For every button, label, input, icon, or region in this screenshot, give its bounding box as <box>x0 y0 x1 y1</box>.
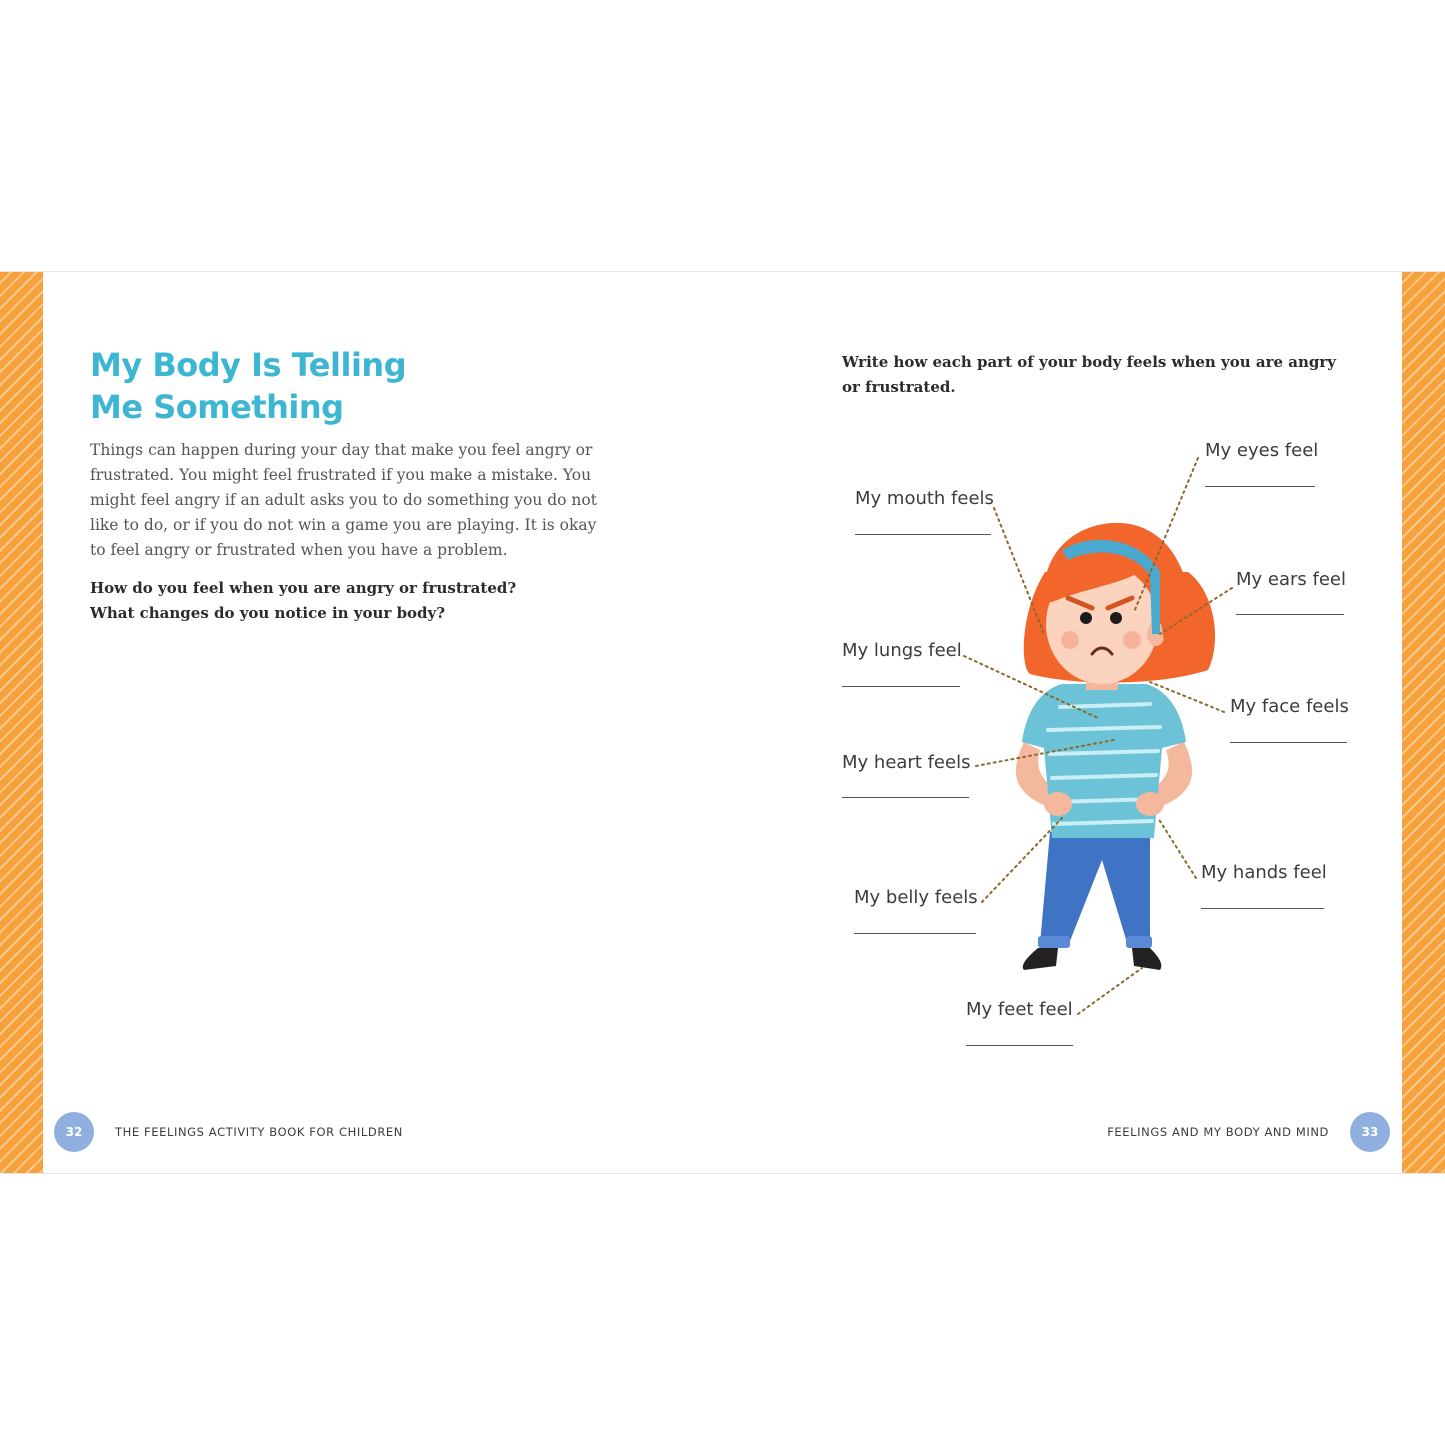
eye-right <box>1110 612 1122 624</box>
label-hands: My hands feel <box>1201 862 1327 883</box>
intro-paragraph: Things can happen during your day that make you feel angry or frustrated. You might feel frustrated if you make a mistake. You might feel angry if an adult asks you to do something you do not like to do, or if you do not win a game you are playing. It is okay to feel angry or frustrated when you have a problem. <box>90 441 597 559</box>
label-mouth: My mouth feels <box>855 488 994 509</box>
hand-right <box>1136 792 1164 816</box>
label-ears: My ears feel <box>1236 569 1346 590</box>
blank-eyes[interactable] <box>1205 486 1315 487</box>
cheek-right <box>1123 631 1141 649</box>
title-line-2: Me Something <box>90 388 344 426</box>
blank-mouth[interactable] <box>855 534 991 535</box>
label-belly: My belly feels <box>854 887 978 908</box>
running-head-right: FEELINGS AND MY BODY AND MIND <box>1107 1125 1329 1139</box>
blank-lungs[interactable] <box>842 686 960 687</box>
page-number-right: 33 <box>1350 1112 1390 1152</box>
blank-face[interactable] <box>1230 742 1347 743</box>
instruction-text: Write how each part of your body feels when you are angry or frustrated. <box>842 353 1337 396</box>
title-line-1: My Body Is Telling <box>90 346 407 384</box>
blank-feet[interactable] <box>966 1045 1073 1046</box>
label-lungs: My lungs feel <box>842 640 962 661</box>
shoe-right <box>1132 948 1161 970</box>
running-head-left: THE FEELINGS ACTIVITY BOOK FOR CHILDREN <box>115 1125 403 1139</box>
hand-left <box>1044 792 1072 816</box>
shoe-left <box>1023 948 1058 970</box>
jeans <box>1040 832 1150 946</box>
question-line-1: How do you feel when you are angry or frustrated? <box>90 579 517 597</box>
blank-heart[interactable] <box>842 797 969 798</box>
eye-left <box>1080 612 1092 624</box>
blank-ears[interactable] <box>1236 614 1344 615</box>
label-face: My face feels <box>1230 696 1349 717</box>
girl-illustration <box>0 272 1445 1175</box>
label-eyes: My eyes feel <box>1205 440 1319 461</box>
blank-hands[interactable] <box>1201 908 1324 909</box>
blank-belly[interactable] <box>854 933 976 934</box>
label-heart: My heart feels <box>842 752 971 773</box>
jeans-cuff-right <box>1126 936 1152 948</box>
question-line-2: What changes do you notice in your body? <box>90 604 446 622</box>
page-number-left: 32 <box>54 1112 94 1152</box>
cheek-left <box>1061 631 1079 649</box>
jeans-cuff-left <box>1038 936 1070 948</box>
book-spread <box>0 271 1445 1174</box>
label-feet: My feet feel <box>966 999 1073 1020</box>
